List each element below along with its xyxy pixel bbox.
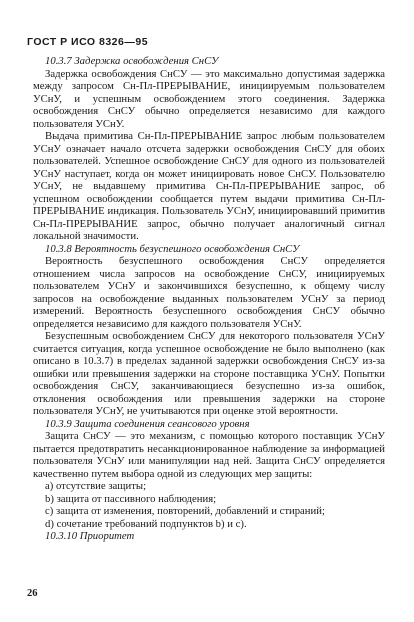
section-heading-10-3-9: 10.3.9 Защита соединения сеансового уровня <box>45 417 250 430</box>
document-body <box>33 55 385 543</box>
paragraph: Безуспешным освобождением СнСУ для некоторого пользователя УСнУ считается ситуация, когда успешное освобождение не было выполнено (как описано в 10.3.7) в пределах заданной задержки освобождения СнСУ из-за ошибки или превышения задержки на стороне поставщика УСнУ. Попытки освобождения СнСУ, заканчивающиеся безуспешно из-за ошибок, отклонения освобождения или превышения задержки на стороне пользователя УСнУ, не учитываются при оценке этой вероятности. <box>33 330 385 417</box>
section-heading-10-3-8: 10.3.8 Вероятность безуспешного освобождения СнСУ <box>45 242 300 255</box>
paragraph: Защита СнСУ — это механизм, с помощью которого поставщик УСнУ пытается предотвратить несанкционированное наблюдение за информацией пользователя УСнУ или манипуляции над ней. Защита СнСУ определяется качественно путем выбора одной из следующих мер защиты: <box>33 430 385 480</box>
paragraph: Выдача примитива Сн-Пл-ПРЕРЫВАНИЕ запрос любым пользователем УСнУ означает начало отсчета задержки освобождения СнСУ для обоих пользователей. Успешное освобождение СнСУ для одного из пользователей УСнУ наступает, когда он может инициировать новое СнСУ. Пользователю УСнУ, не выдавшему примитива Сн-Пл-ПРЕРЫВАНИЕ запрос, об успешном освобождении сообщается путем выдачи примитива Сн-Пл-ПРЕРЫВАНИЕ индикация. Пользователь УСнУ, инициировавший примитив Сн-Пл-ПРЕРЫВАНИЕ запрос, обычно получает аналогичный сигнал локальной значимости. <box>33 130 385 242</box>
paragraph: Задержка освобождения СнСУ — это максимально допустимая задержка между запросом Сн-Пл-ПРЕРЫВАНИЕ, инициируемым пользователем УСнУ, и успешным освобождением этого соединения. Задержка освобождения СнСУ обычно определяется независимо для каждого пользователя УСнУ. <box>33 67 385 130</box>
section-heading-10-3-10: 10.3.10 Приоритет <box>45 530 135 542</box>
list-item: b) защита от пассивного наблюдения; <box>45 492 217 505</box>
protection-list <box>33 480 385 530</box>
document-header: ГОСТ Р ИСО 8326—95 <box>27 36 149 48</box>
paragraph: Вероятность безуспешного освобождения СнСУ определяется отношением числа запросов на освобождение СнСУ, инициируемых пользователем УСнУ и закончившихся безуспешно, к общему числу запросов на освобождение выданных пользователем УСнУ за период измерений. Вероятность безуспешного освобождения СнСУ обычно определяется независимо для каждого пользователя УСнУ. <box>33 255 385 330</box>
list-item: а) отсутствие защиты; <box>45 480 147 492</box>
list-item: с) защита от изменения, повторений, добавлений и стираний; <box>45 505 325 517</box>
section-heading-10-3-7: 10.3.7 Задержка освобождения СнСУ <box>45 55 219 67</box>
list-item: d) сочетание требований подпунктов b) и с). <box>45 517 247 530</box>
page-number: 26 <box>27 588 38 599</box>
